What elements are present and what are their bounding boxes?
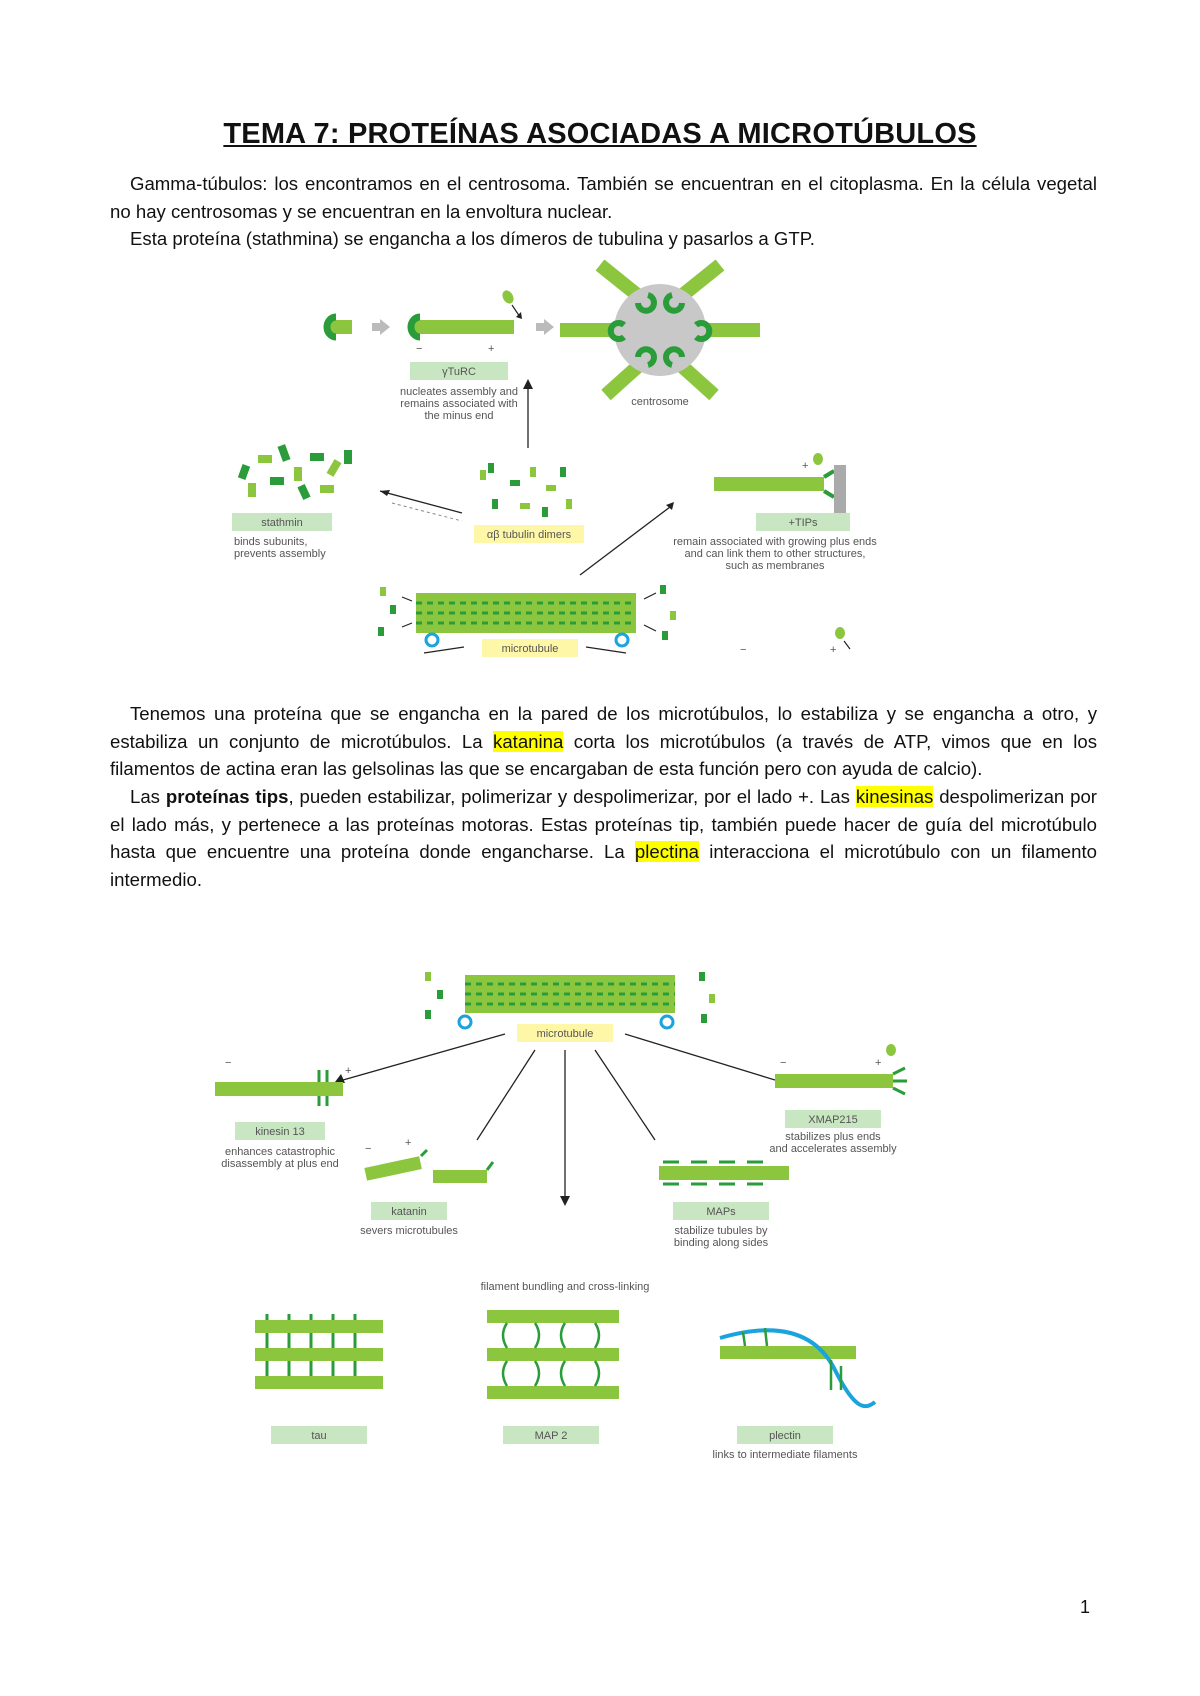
maps-label: MAPs: [706, 1206, 736, 1218]
katanin-minus-label: −: [365, 1143, 372, 1155]
tips-label: +TIPs: [788, 517, 818, 529]
tau-diagram: [255, 1314, 383, 1389]
section2-paragraph-2: Las proteínas tips, pueden estabilizar, polimerizar y despolimerizar, por el lado +. Las kinesinas despolimerizan por el lado más, y pertenece a las proteínas motoras. Estas proteínas tip, también puede hacer de guía del microtúbulo hasta que encuentre una proteína donde engancharse. La plectina interacciona el microtúbulo con un filamento intermedio.: [110, 786, 1097, 890]
dimers-label: αβ tubulin dimers: [486, 529, 572, 541]
figure-gamma-tubulin: [220, 255, 940, 670]
map2-diagram: [487, 1310, 619, 1399]
centrosome-label: centrosome: [631, 396, 689, 408]
page-title: TEMA 7: PROTEÍNAS ASOCIADAS A MICROTÚBULOS: [223, 118, 977, 150]
highlight-kinesinas: kinesinas: [855, 786, 934, 807]
stathmin-desc-line-1: binds subunits,: [234, 536, 308, 548]
map2-label: MAP 2: [534, 1430, 568, 1442]
highlight-katanina: katanina: [493, 730, 564, 752]
free-tubulin-dimers: [480, 463, 572, 517]
plus-label: +: [488, 343, 495, 355]
intro-paragraph-1: Gamma-túbulos: los encontramos en el centrosoma. También se encuentran en el citoplasma. En la célula vegetal no hay centrosomas y se encuentran en la envoltura nuclear.: [110, 173, 1097, 222]
maps-desc-line-1: stabilize tubules by: [674, 1225, 768, 1237]
figure-map-proteins: [215, 970, 1005, 1475]
kinesin-plus-label: +: [345, 1065, 352, 1077]
katanin-desc: severs microtubules: [360, 1225, 458, 1237]
kinesin13-diagram: [215, 1057, 351, 1106]
bottom-minus-label: −: [740, 644, 747, 656]
page-number: 1: [1080, 1597, 1091, 1617]
xmap215-diagram: [775, 1044, 907, 1094]
kinesin13-desc-line-2: disassembly at plus end: [221, 1158, 339, 1170]
microtubule-label: microtubule: [536, 1028, 594, 1040]
tau-label: tau: [311, 1430, 327, 1442]
gturc-label: γTuRC: [442, 366, 476, 378]
xmap215-desc-line-2: and accelerates assembly: [769, 1143, 897, 1155]
kinesin13-label: kinesin 13: [255, 1126, 305, 1138]
plectin-desc: links to intermediate filaments: [712, 1449, 858, 1461]
xmap215-desc-line-1: stabilizes plus ends: [785, 1131, 881, 1143]
kinesin-minus-label: −: [225, 1057, 232, 1069]
katanin-plus-label: +: [405, 1137, 412, 1149]
tips-desc-line-2: and can link them to other structures,: [684, 548, 866, 560]
top-microtubule: [425, 972, 715, 1028]
centrosome-diagram: [560, 265, 760, 395]
maps-diagram: [659, 1162, 789, 1184]
stathmin-label: stathmin: [261, 517, 303, 529]
kinesin13-desc-line-1: enhances catastrophic: [224, 1146, 336, 1158]
gturc-desc-line-1: nucleates assembly and: [399, 386, 519, 398]
gturc-nucleation: [327, 288, 554, 355]
katanin-diagram: [364, 1137, 493, 1183]
xmap-minus-label: −: [780, 1057, 787, 1069]
tips-plus-label: +: [802, 460, 809, 472]
stathmin-desc-line-2: prevents assembly: [234, 548, 326, 560]
bottom-plus-label: +: [830, 644, 837, 656]
tips-desc-line-1: remain associated with growing plus ends: [673, 536, 877, 548]
tips-desc-line-3: such as membranes: [725, 560, 825, 572]
katanin-label: katanin: [391, 1206, 427, 1218]
xmap-plus-label: +: [875, 1057, 882, 1069]
bundling-label: filament bundling and cross-linking: [480, 1281, 650, 1293]
section2-paragraph-1: Tenemos una proteína que se engancha en la pared de los microtúbulos, lo estabiliza y se engancha a otro, y estabiliza un conjunto de microtúbulos. La katanina corta los microtúbulos (a través de ATP, vimos que en los filamentos de actina eran las gelsolinas las que se encargaban de esta función pero con ayuda de calcio).: [110, 703, 1097, 779]
gturc-desc-line-3: the minus end: [424, 410, 494, 422]
plectin-diagram: [720, 1328, 875, 1406]
xmap215-label: XMAP215: [808, 1114, 858, 1126]
intro-paragraph-2: Esta proteína (stathmina) se engancha a los dímeros de tubulina y pasarlos a GTP.: [130, 228, 815, 249]
microtubule-label: microtubule: [501, 643, 559, 655]
gturc-desc-line-2: remains associated with: [400, 398, 518, 410]
plectin-label: plectin: [769, 1430, 801, 1442]
bold-proteinas-tips: proteínas tips: [165, 786, 289, 807]
minus-label: −: [416, 343, 423, 355]
maps-desc-line-2: binding along sides: [673, 1237, 769, 1249]
stathmin-bound-dimers: [238, 444, 352, 500]
highlight-plectina: plectina: [634, 841, 700, 862]
